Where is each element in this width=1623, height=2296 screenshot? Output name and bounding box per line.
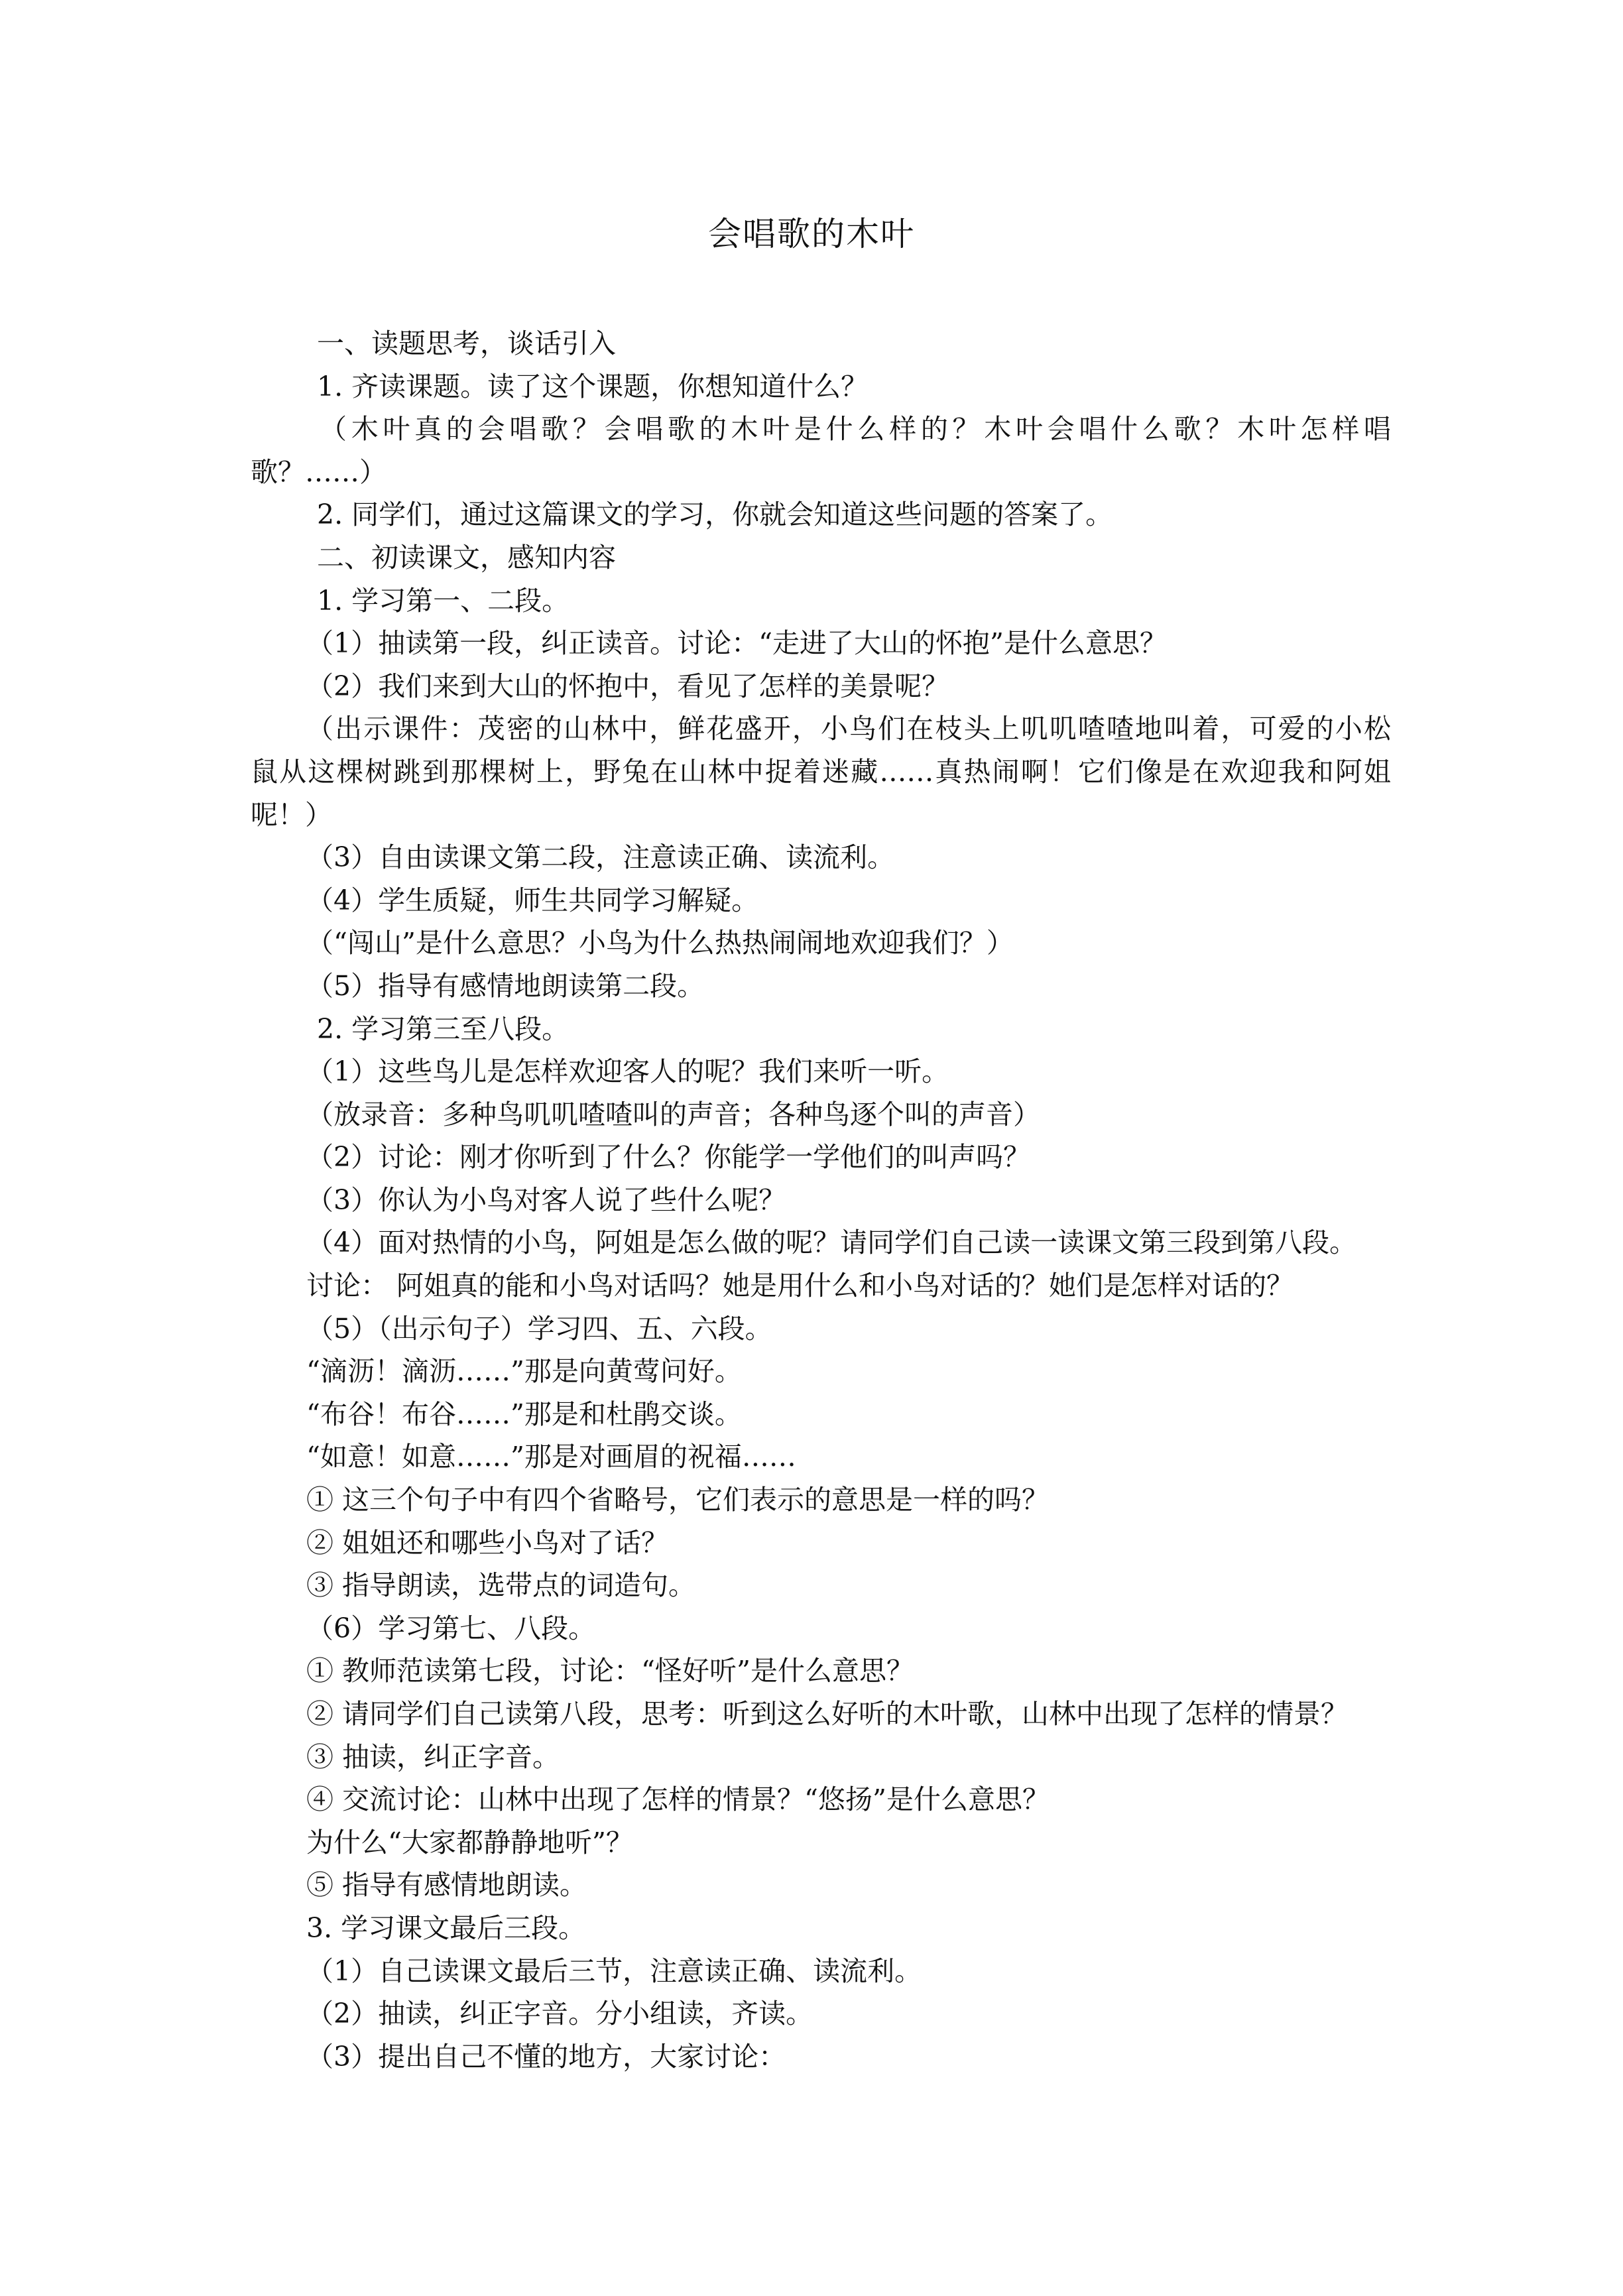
paragraph-line: （3）你认为小鸟对客人说了些什么呢？ (306, 1183, 786, 1216)
paragraph-line: （5）（出示句子）学习四、五、六段。 (306, 1312, 772, 1345)
paragraph-line: 3. 学习课文最后三段。 (306, 1911, 586, 1944)
document-body (251, 322, 1391, 2078)
list-item: ① 教师范读第七段，讨论：“怪好听”是什么意思？ (306, 1655, 914, 1687)
paragraph-line: “布谷！布谷……”那是和杜鹃交谈。 (306, 1398, 742, 1430)
list-item: ③ 指导朗读，选带点的词造句。 (306, 1569, 696, 1602)
paragraph-line: 1. 齐读课题。读了这个课题，你想知道什么？ (317, 370, 869, 402)
list-item: ④ 交流讨论：山林中出现了怎样的情景？“悠扬”是什么意思？ (306, 1783, 1050, 1816)
document-title: 会唱歌的木叶 (708, 215, 915, 253)
paragraph-line: （1）这些鸟儿是怎样欢迎客人的呢？我们来听一听。 (306, 1056, 949, 1088)
list-item: ③ 抽读，纠正字音。 (306, 1740, 560, 1773)
list-item: ① 这三个句子中有四个省略号，它们表示的意思是一样的吗？ (306, 1484, 1050, 1516)
paragraph-line: （3）提出自己不懂的地方，大家讨论： (306, 2040, 786, 2073)
paragraph-line: （3）自由读课文第二段，注意读正确、读流利。 (306, 841, 895, 874)
paragraph-line: “如意！如意……”那是对画眉的祝福…… (306, 1441, 796, 1473)
section-heading-2: 二、初读课文，感知内容 (317, 541, 616, 574)
paragraph-line: 1. 学习第一、二段。 (317, 584, 570, 617)
paragraph-line: 鼠从这棵树跳到那棵树上，野兔在山林中捉着迷藏……真热闹啊！它们像是在欢迎我和阿姐 (251, 755, 1391, 788)
paragraph-line: （5）指导有感情地朗读第二段。 (306, 969, 705, 1002)
paragraph-line: 讨论： 阿姐真的能和小鸟对话吗？她是用什么和小鸟对话的？她们是怎样对话的？ (306, 1270, 1294, 1302)
paragraph-line: （2）我们来到大山的怀抱中，看见了怎样的美景呢？ (306, 670, 949, 702)
paragraph-line: （4）学生质疑，师生共同学习解疑。 (306, 884, 759, 916)
paragraph-line: 为什么“大家都静静地听”？ (306, 1826, 633, 1858)
paragraph-line: “滴沥！滴沥……”那是向黄莺问好。 (306, 1355, 742, 1388)
list-item: ② 姐姐还和哪些小鸟对了话？ (306, 1526, 669, 1559)
paragraph-line: （木叶真的会唱歌？会唱歌的木叶是什么样的？木叶会唱什么歌？木叶怎样唱 (320, 413, 1391, 446)
paragraph-line: （4）面对热情的小鸟，阿姐是怎么做的呢？请同学们自己读一读课文第三段到第八段。 (306, 1227, 1357, 1259)
list-item: ② 请同学们自己读第八段，思考：听到这么好听的木叶歌，山林中出现了怎样的情景？ (306, 1698, 1349, 1730)
paragraph-line: （1）抽读第一段，纠正读音。讨论：“走进了大山的怀抱”是什么意思？ (306, 627, 1168, 660)
paragraph-line: 呢！） (251, 798, 332, 831)
paragraph-line: （2）讨论：刚才你听到了什么？你能学一学他们的叫声吗？ (306, 1141, 1031, 1174)
section-heading-1: 一、读题思考，谈话引入 (317, 328, 616, 359)
paragraph-line: （2）抽读，纠正字音。分小组读，齐读。 (306, 1998, 813, 2030)
paragraph-line: （出示课件：茂密的山林中，鲜花盛开，小鸟们在枝头上叽叽喳喳地叫着，可爱的小松 (306, 713, 1391, 745)
paragraph-line: 2. 学习第三至八段。 (317, 1012, 570, 1045)
paragraph-line: （放录音：多种鸟叽叽喳喳叫的声音；各种鸟逐个叫的声音） (306, 1098, 1040, 1130)
list-item: ⑤ 指导有感情地朗读。 (306, 1869, 587, 1902)
paragraph-line: （“闯山”是什么意思？小鸟为什么热热闹闹地欢迎我们？） (306, 927, 1014, 959)
paragraph-line: （6）学习第七、八段。 (306, 1612, 596, 1644)
paragraph-line: 歌？……） (251, 455, 387, 488)
paragraph-line: 2. 同学们，通过这篇课文的学习，你就会知道这些问题的答案了。 (317, 499, 1113, 531)
paragraph-line: （1）自己读课文最后三节，注意读正确、读流利。 (306, 1955, 922, 1987)
